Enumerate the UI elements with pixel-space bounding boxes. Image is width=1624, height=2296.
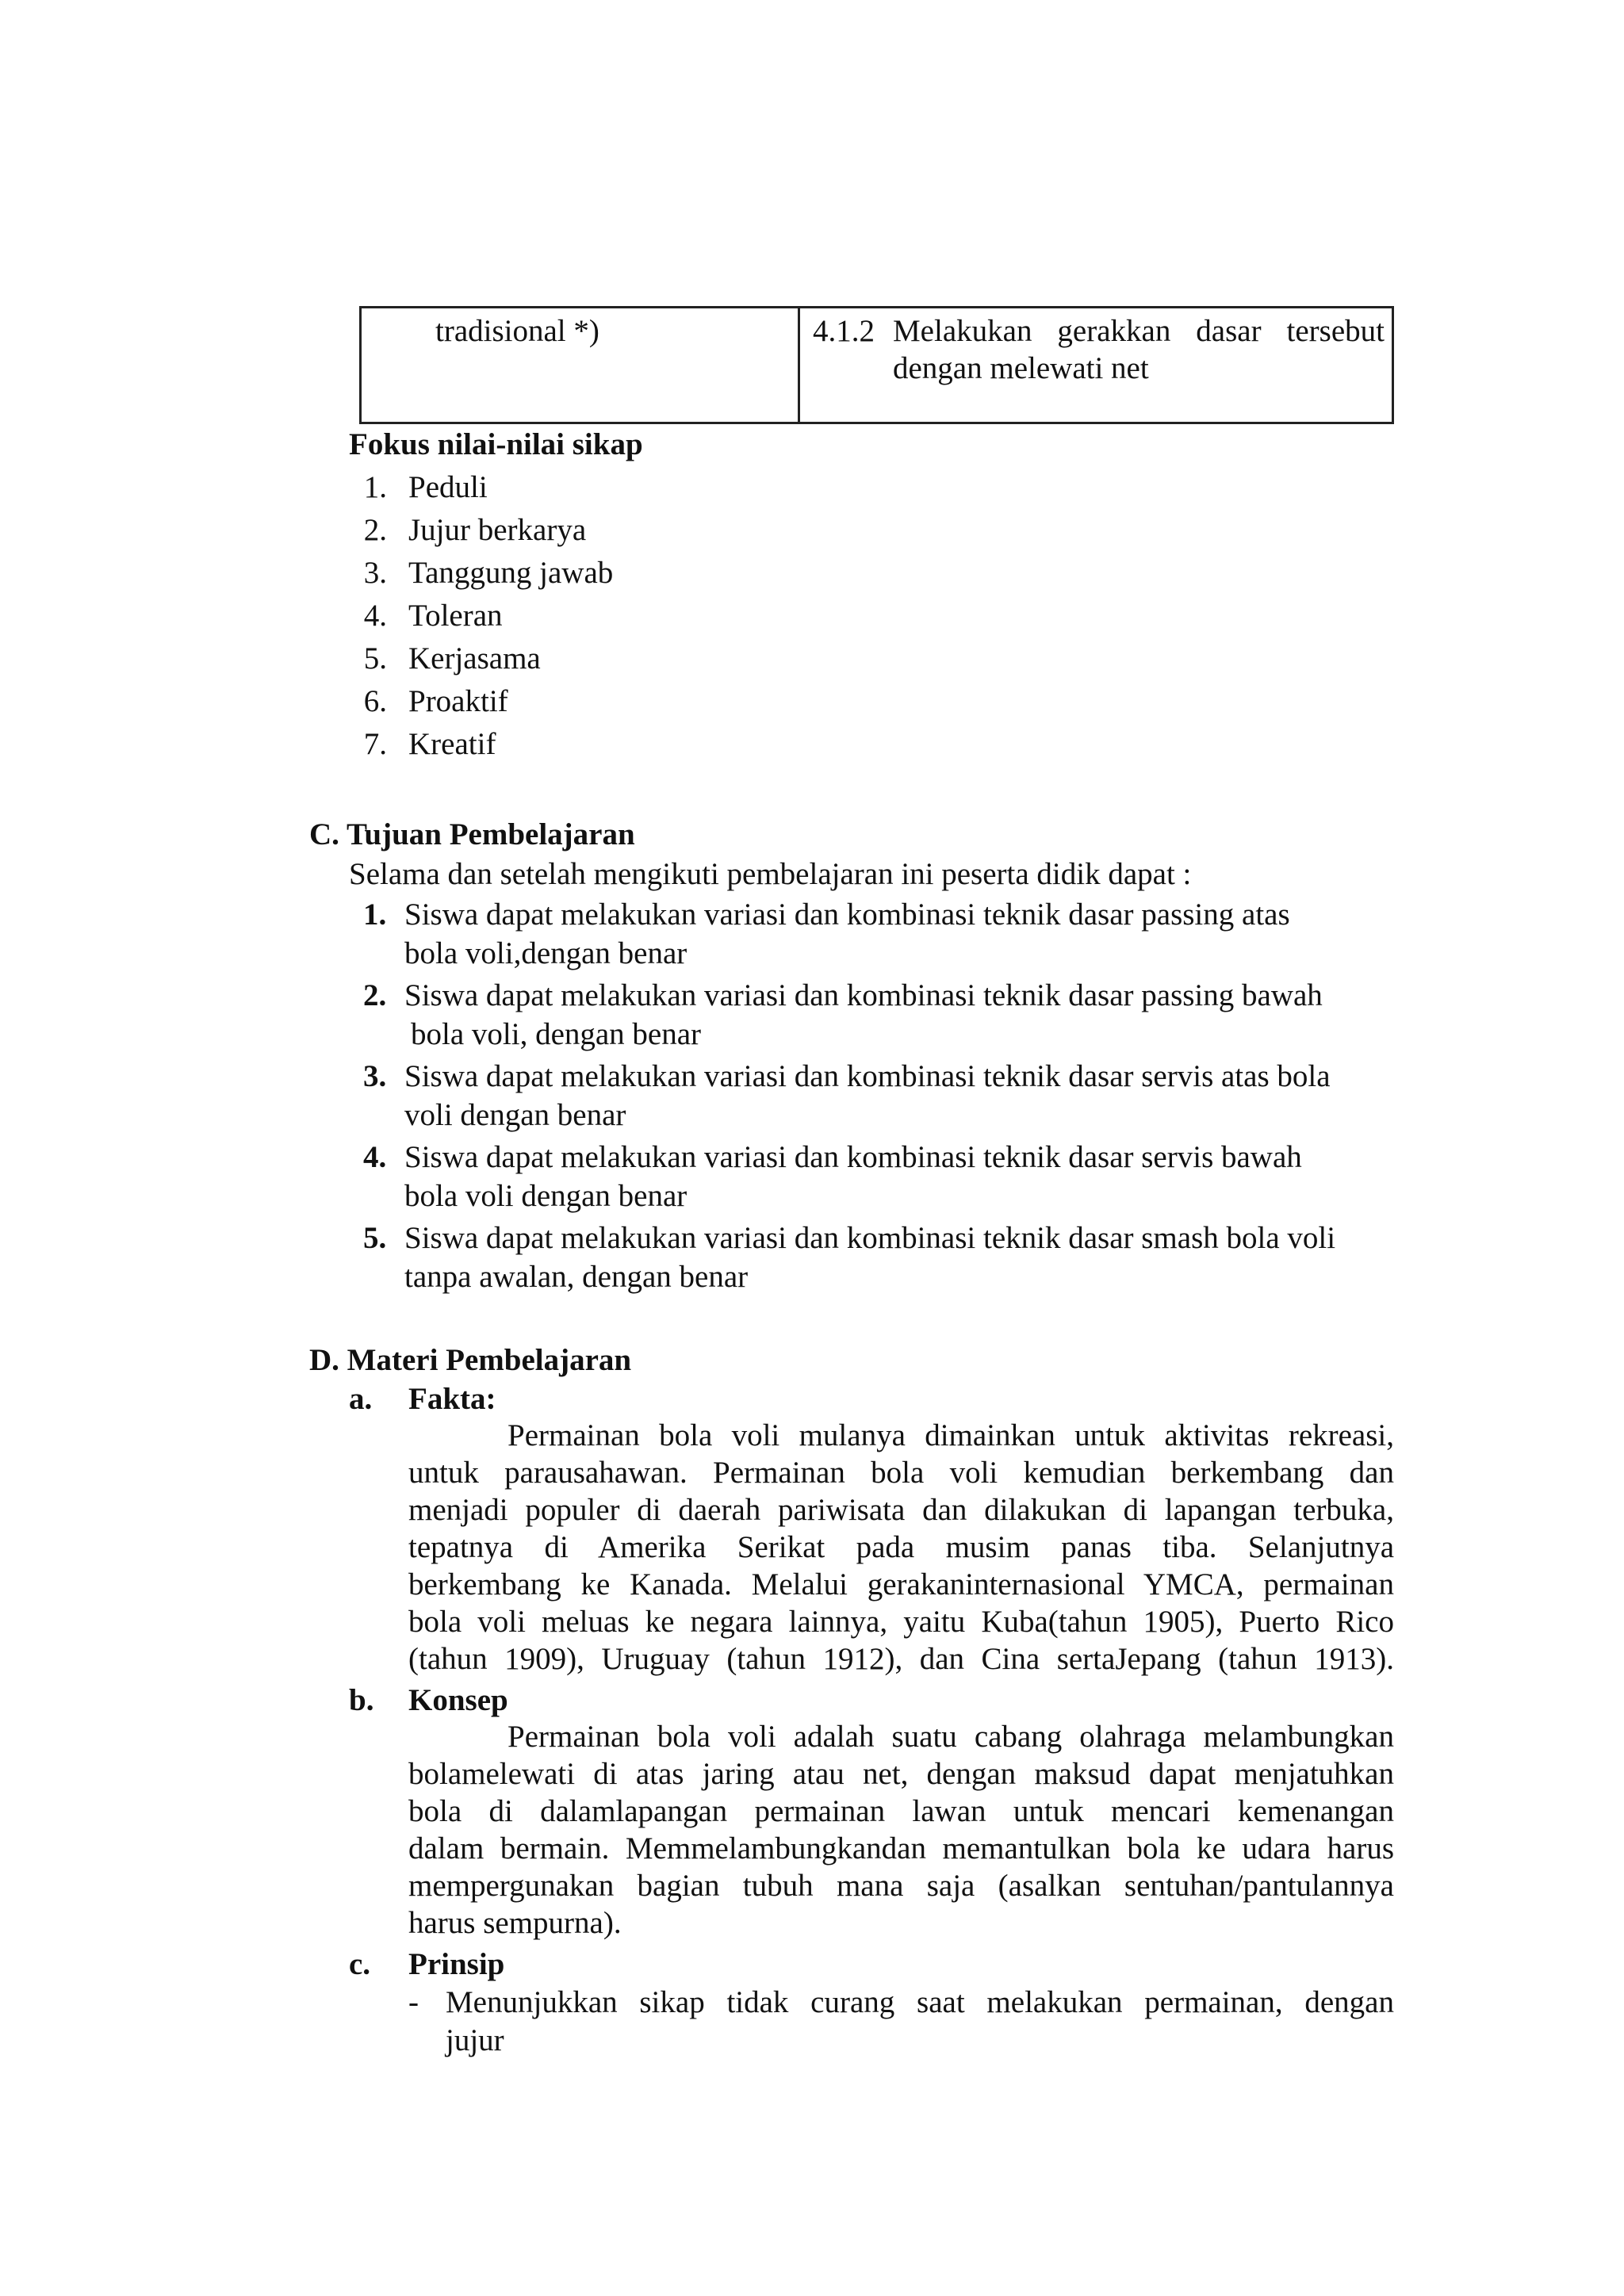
indicator-line-2: dengan melewati net	[893, 351, 1149, 385]
konsep-title: Konsep	[408, 1683, 508, 1717]
fakta-title: Fakta:	[408, 1382, 496, 1416]
section-d-heading: D. Materi Pembelajaran	[309, 1343, 632, 1377]
prinsip-label: c.	[349, 1947, 371, 1981]
document-page: tradisional *) 4.1.2 Melakukan gerakkan dasar tersebut dengan melewati net Fokus nilai-nilai sikap 1. Peduli 2. Jujur berkarya 3. Tanggung jawab 4. Toleran 5. Kerjasama 6. Proaktif 7. Kreatif C. Tujuan Pembelajaran Selama dan setelah mengikuti pembelajaran ini peserta didik dapat : 1. Siswa dapat melakukan variasi dan kombinasi teknik dasar passing atas bola voli,dengan benar 2. Siswa dapat melakukan variasi dan kombinasi teknik dasar passing bawah bola voli, dengan benar 3. Siswa dapat melakukan variasi dan kombinasi teknik dasar servis atas bola voli dengan benar 4. Siswa dapat melakukan variasi dan kombinasi teknik dasar servis bawah bola voli dengan benar 5. Siswa dapat melakukan variasi dan kombinasi teknik dasar smash bola voli tanpa awalan, dengan benar D. Materi Pembelajaran a. Fakta: Permainan bola voli mulanya dimainkan untuk aktivitas rekreasi, untuk parausahawan. Permainan bola voli kemudian berkembang dan menjadi populer di daerah pariwisata dan dilakukan di lapangan terbuka, tepatnya di Amerika Serikat pada musim panas tiba. Selanjutnya berkembang ke Kanada. Melalui gerakaninternasional YMCA, permainan bola voli meluas ke negara lainnya, yaitu Kuba(tahun 1905), Puerto Rico (tahun 1909), Uruguay (tahun 1912), dan Cina sertaJepang (tahun 1913). b. Konsep Permainan bola voli adalah suatu cabang olahraga melambungkan bolamelewati di atas jaring atau net, dengan maksud dapat menjatuhkan bola di dalamlapangan permainan lawan untuk mencari kemenangan dalam bermain. Memmelambungkandan memantulkan bola ke udara harus mempergunakan bagian tubuh mana saja (asalkan sentuhan/pantulannya harus sempurna). c. Prinsip - Menunjukkan sikap tidak curang saat melakukan permainan, dengan jujur	[0, 0, 1624, 2296]
indicator-number: 4.1.2	[813, 314, 875, 348]
prinsip-bullet: -	[408, 1985, 419, 2019]
fokus-heading: Fokus nilai-nilai sikap	[349, 427, 643, 461]
table-cell-left	[362, 308, 800, 422]
prinsip-line-1: Menunjukkan sikap tidak curang saat melakukan permainan, dengan	[446, 1985, 1394, 2019]
konsep-label: b.	[349, 1683, 374, 1717]
section-c-heading: C. Tujuan Pembelajaran	[309, 817, 635, 851]
table-cell-text: tradisional *)	[435, 314, 599, 348]
indicator-line-1: Melakukan gerakkan dasar tersebut	[893, 314, 1385, 348]
tujuan-intro: Selama dan setelah mengikuti pembelajaran ini peserta didik dapat :	[349, 857, 1192, 891]
fakta-paragraph: Permainan bola voli mulanya dimainkan untuk aktivitas rekreasi, untuk parausahawan. Permainan bola voli kemudian berkembang dan menjadi populer di daerah pariwisata dan dilakukan di lapangan terbuka, tepatnya di Amerika Serikat pada musim panas tiba. Selanjutnya berkembang ke Kanada. Melalui gerakaninternasional YMCA, permainan bola voli meluas ke negara lainnya, yaitu Kuba(tahun 1905), Puerto Rico (tahun 1909), Uruguay (tahun 1912), dan Cina sertaJepang (tahun 1913).	[408, 1418, 1394, 1676]
prinsip-title: Prinsip	[408, 1947, 505, 1981]
konsep-paragraph: Permainan bola voli adalah suatu cabang olahraga melambungkan bolamelewati di atas jaring atau net, dengan maksud dapat menjatuhkan bola di dalamlapangan permainan lawan untuk mencari kemenangan dalam bermain. Memmelambungkandan memantulkan bola ke udara harus mempergunakan bagian tubuh mana saja (asalkan sentuhan/pantulannya harus sempurna).	[408, 1720, 1394, 1940]
fakta-label: a.	[349, 1382, 373, 1416]
prinsip-line-2: jujur	[446, 2023, 504, 2057]
table-cell-right	[800, 308, 1392, 422]
competency-table	[359, 306, 1394, 424]
